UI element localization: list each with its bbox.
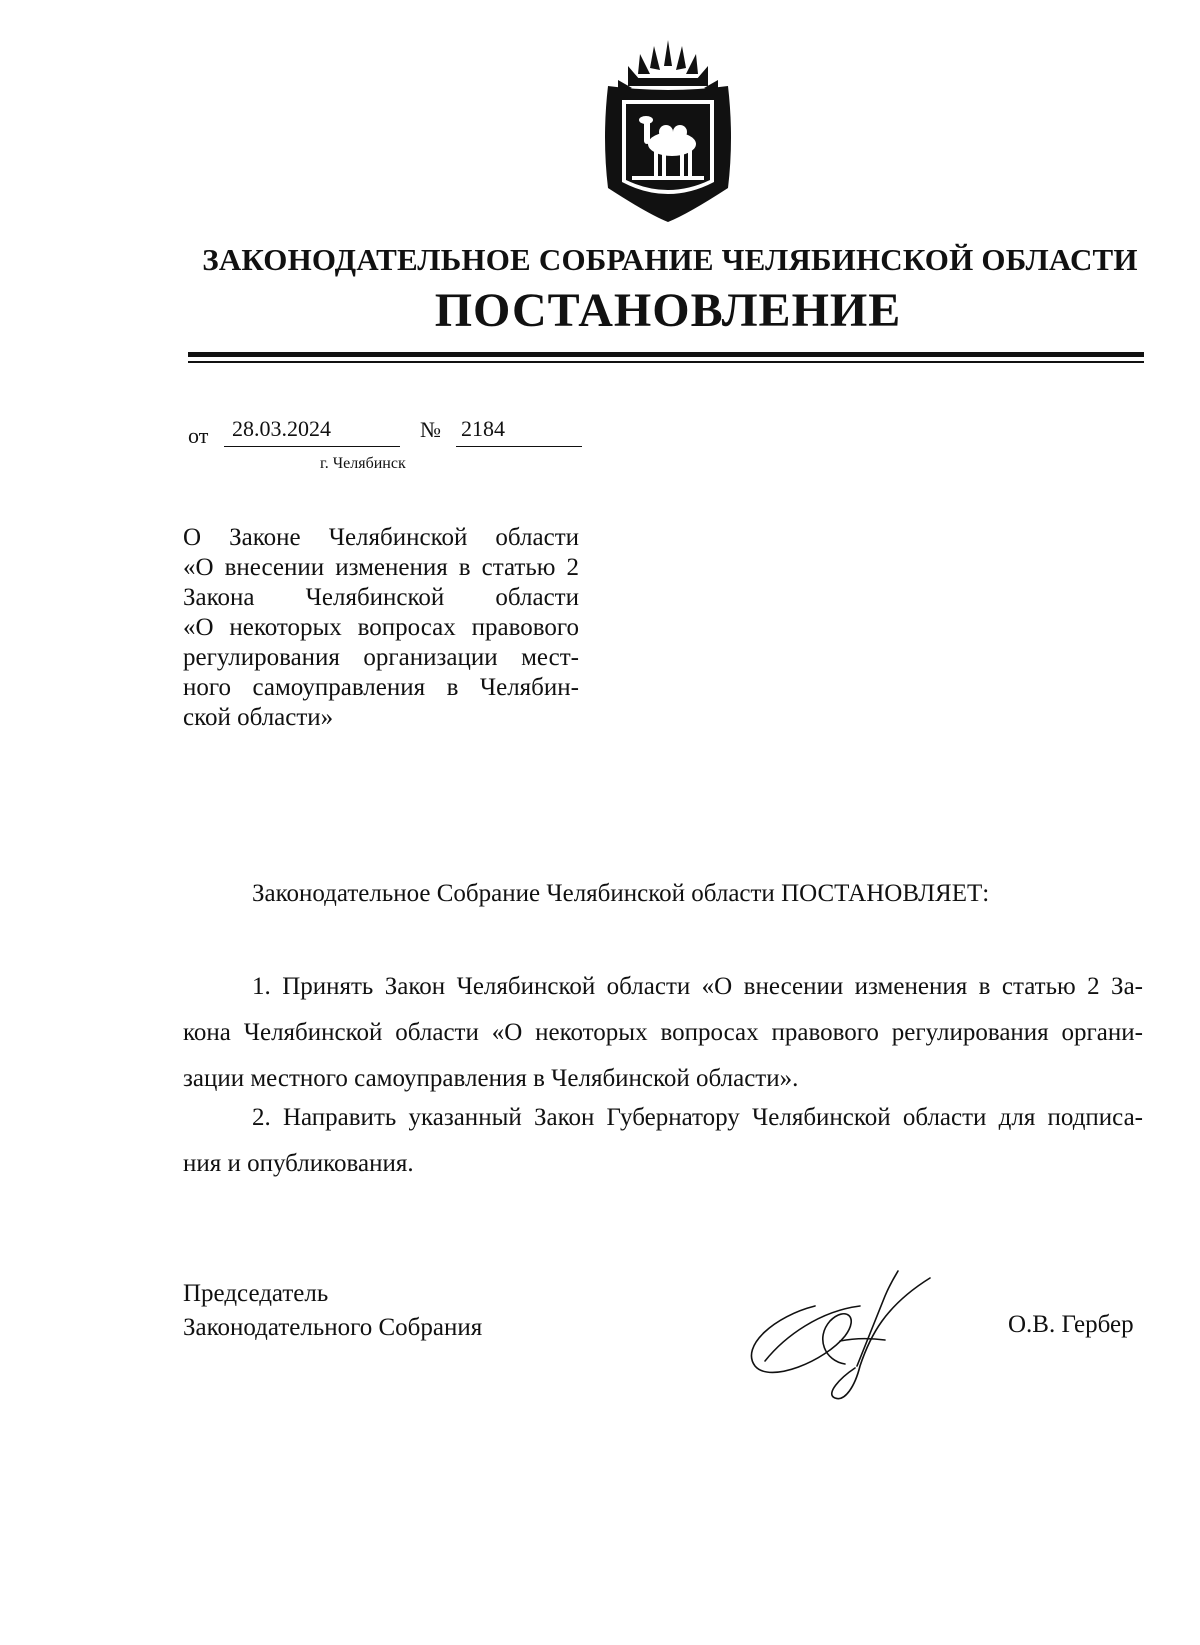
document-date: 28.03.2024	[232, 416, 331, 441]
city: г. Челябинск	[320, 455, 406, 472]
paragraph-line: 2. Направить указанный Закон Губернатору Челябинской области для подписа-	[252, 1104, 1143, 1131]
subject-line: Закона Челябинской области	[183, 584, 579, 611]
document-number: 2184	[461, 416, 505, 441]
header-rule-thin	[188, 361, 1144, 363]
subject-line: ного самоуправления в Челябин-	[183, 674, 579, 701]
subject-line: ской области»	[183, 704, 334, 731]
paragraph-line: 1. Принять Закон Челябинской области «О внесении изменения в статью 2 За-	[252, 973, 1143, 1000]
date-underline	[224, 446, 400, 447]
subject-line: регулирования организации мест-	[183, 644, 579, 671]
resolves-statement: Законодательное Собрание Челябинской области ПОСТАНОВЛЯЕТ:	[252, 880, 990, 907]
number-label: №	[420, 417, 441, 442]
chairman-title	[183, 1277, 482, 1345]
subject-line: «О внесении изменения в статью 2	[183, 554, 579, 581]
subject-block	[183, 523, 579, 733]
date-label: от	[188, 423, 209, 448]
organization-title: ЗАКОНОДАТЕЛЬНОЕ СОБРАНИЕ ЧЕЛЯБИНСКОЙ ОБЛАСТИ	[202, 242, 1138, 277]
chairman-name: О.В. Гербер	[1008, 1311, 1134, 1338]
paragraph-line: зации местного самоуправления в Челябинской области».	[183, 1065, 799, 1092]
resolution-item-2	[183, 1095, 1143, 1187]
document-type: ПОСТАНОВЛЕНИЕ	[434, 284, 902, 337]
resolution-item-1	[183, 964, 1143, 1102]
number-underline	[456, 446, 582, 447]
subject-line: О Законе Челябинской области	[183, 524, 579, 551]
subject-line: «О некоторых вопросах правового	[183, 614, 579, 641]
coat-of-arms-emblem	[588, 38, 748, 224]
paragraph-line: ния и опубликования.	[183, 1150, 414, 1177]
handwritten-signature	[745, 1266, 945, 1406]
header-rule-thick	[188, 352, 1144, 357]
paragraph-line: кона Челябинской области «О некоторых вопросах правового регулирования органи-	[183, 1019, 1143, 1046]
chairman-title-line2: Законодательного Собрания	[183, 1314, 483, 1341]
chairman-title-line1: Председатель	[183, 1280, 329, 1307]
